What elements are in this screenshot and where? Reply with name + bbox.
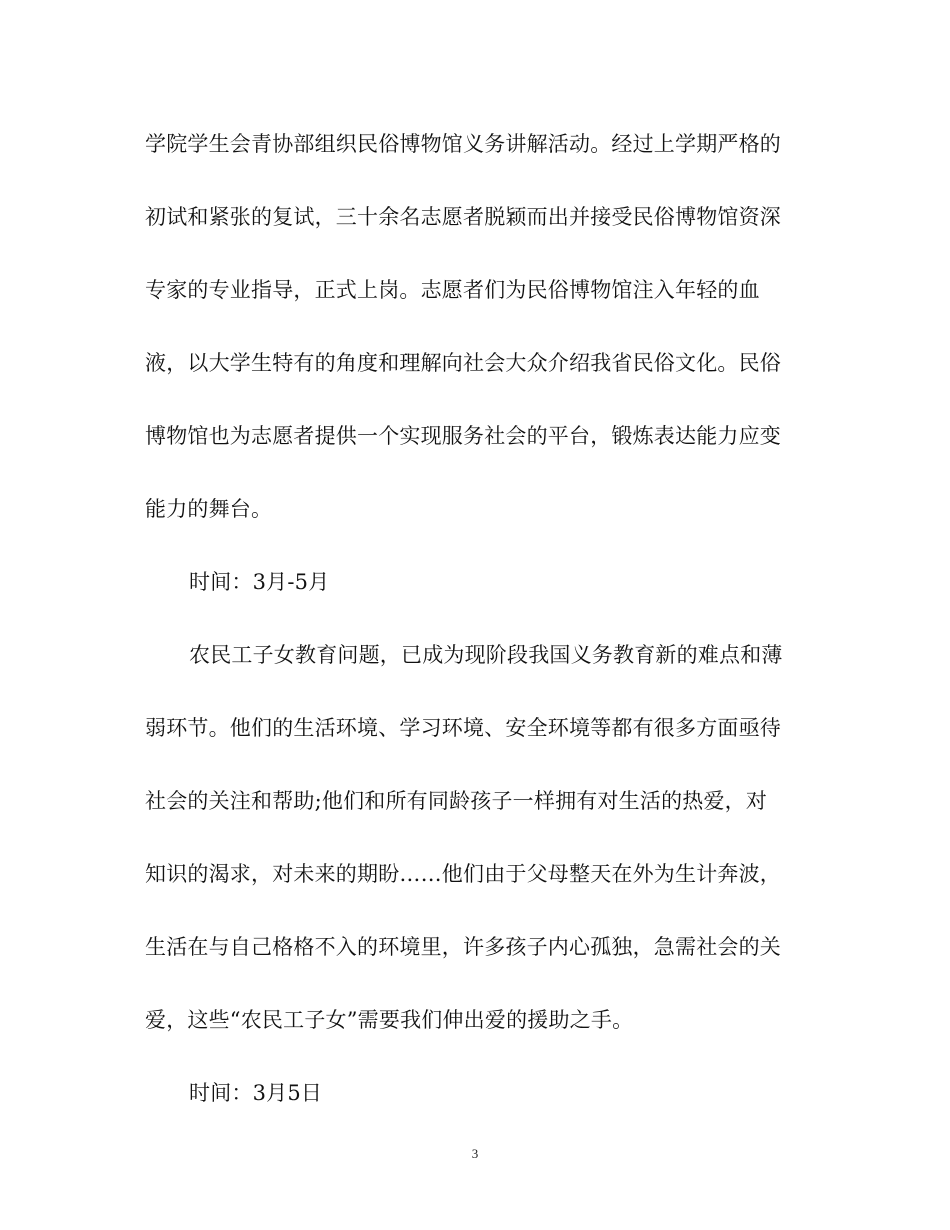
paragraph-line: 专家的专业指导，正式上岗。志愿者们为民俗博物馆注入年轻的血 <box>145 278 760 302</box>
paragraph-line: 知识的渴求，对未来的期盼……他们由于父母整天在外为生计奔波， <box>145 862 781 886</box>
page-number: 3 <box>471 1146 479 1161</box>
paragraph-line: 学院学生会青协部组织民俗博物馆义务讲解活动。经过上学期严格的 <box>145 132 781 156</box>
paragraph-line: 社会的关注和帮助;他们和所有同龄孩子一样拥有对生活的热爱，对 <box>145 789 768 813</box>
paragraph-line: 初试和紧张的复试，三十余名志愿者脱颖而出并接受民俗博物馆资深 <box>145 205 781 229</box>
time-label: 时间：3月-5月 <box>189 570 330 594</box>
paragraph-line: 弱环节。他们的生活环境、学习环境、安全环境等都有很多方面亟待 <box>145 716 781 740</box>
paragraph-line: 博物馆也为志愿者提供一个实现服务社会的平台，锻炼表达能力应变 <box>145 424 781 448</box>
paragraph-line: 能力的舞台。 <box>145 497 273 521</box>
paragraph-line: 液，以大学生特有的角度和理解向社会大众介绍我省民俗文化。民俗 <box>145 351 781 375</box>
paragraph-line: 爱，这些“农民工子女”需要我们伸出爱的援助之手。 <box>145 1008 634 1032</box>
paragraph-line: 生活在与自己格格不入的环境里，许多孩子内心孤独，急需社会的关 <box>145 935 781 959</box>
time-label: 时间：3月5日 <box>189 1081 323 1105</box>
paragraph-line: 农民工子女教育问题，已成为现阶段我国义务教育新的难点和薄 <box>189 643 783 667</box>
